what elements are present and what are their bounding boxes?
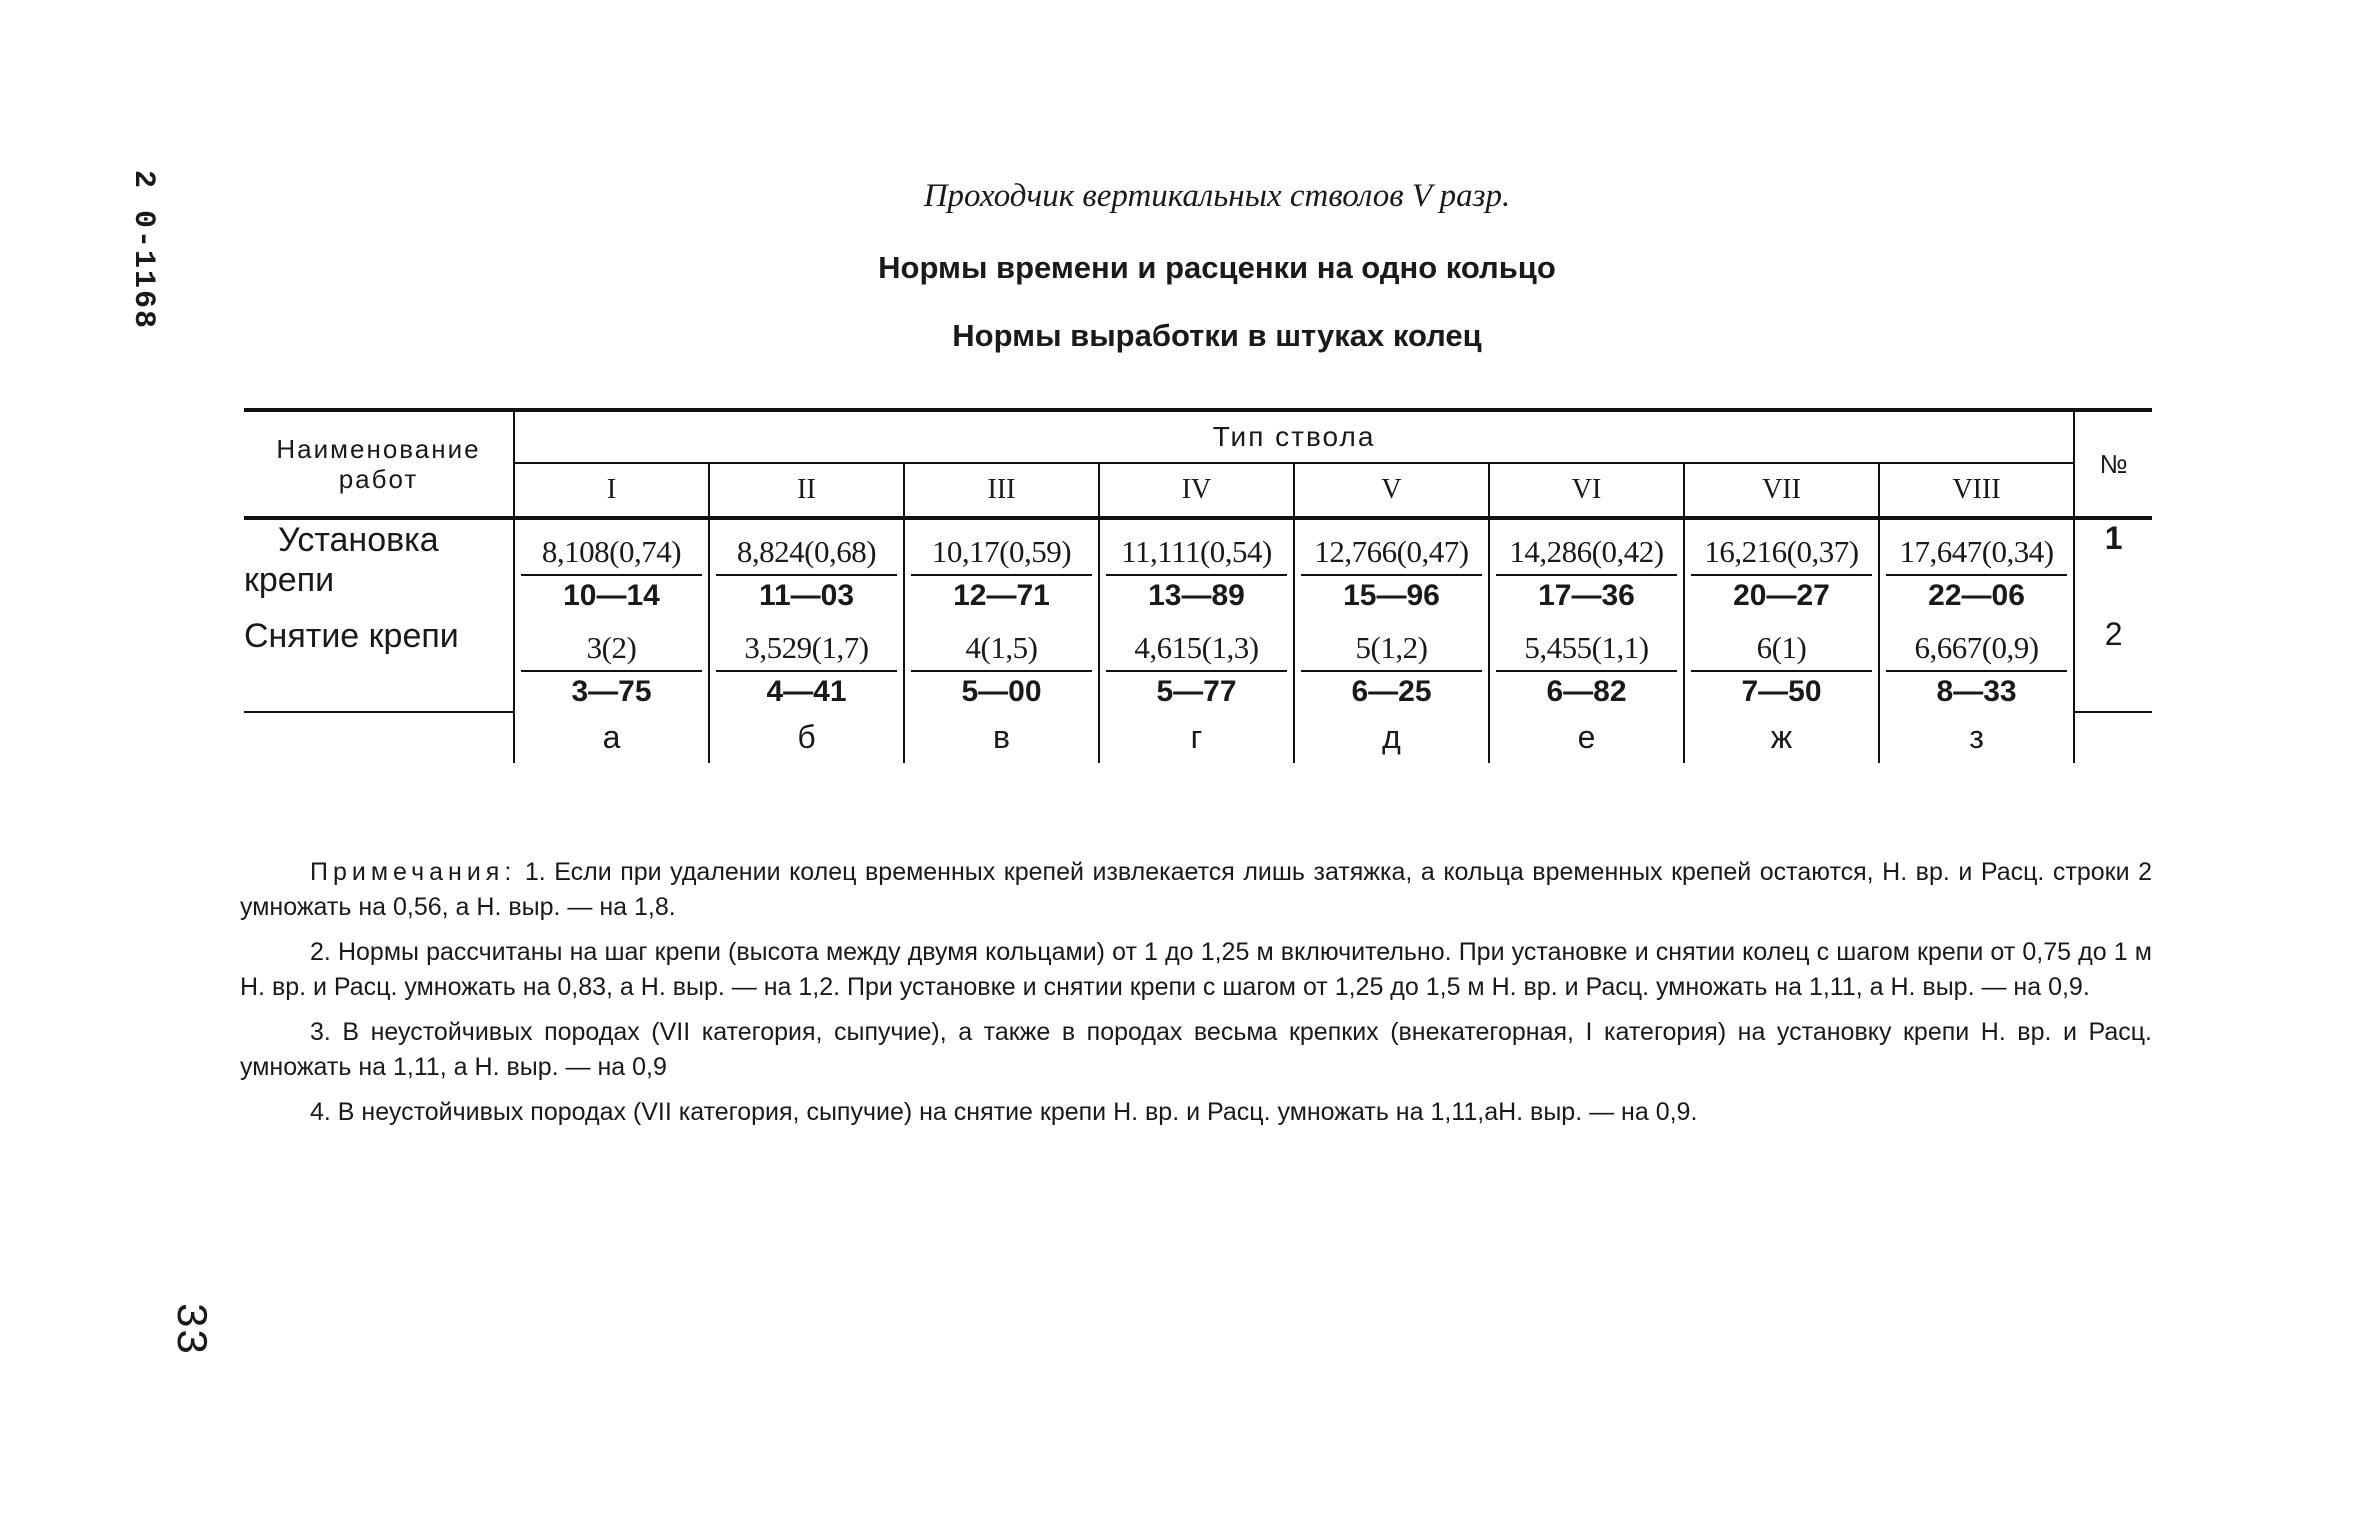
row-number: 1 (2074, 518, 2152, 616)
column-letter: г (1099, 712, 1294, 763)
table-row (244, 518, 2152, 616)
table-cell (1099, 616, 1294, 712)
type-header-viii: VIII (1952, 474, 2001, 505)
rate: 6—25 (1301, 670, 1482, 712)
column-letter: д (1294, 712, 1489, 763)
table-cell (709, 518, 904, 616)
norms-table (244, 408, 2152, 763)
time-norm: 17,647(0,34) (1899, 534, 2054, 569)
time-norm: 14,286(0,42) (1509, 534, 1664, 569)
type-header-v: V (1294, 463, 1489, 518)
time-norm: 5,455(1,1) (1524, 630, 1649, 665)
table-cell (1684, 616, 1879, 712)
time-norm: 6(1) (1756, 630, 1807, 665)
document-code: 2 0-1168 (126, 170, 160, 331)
time-norm: 8,108(0,74) (541, 534, 682, 569)
rate: 13—89 (1106, 574, 1287, 616)
rate: 4—41 (716, 670, 897, 712)
type-header-i: I (514, 463, 709, 518)
note-4: 4. В неустойчивых породах (VII категория, сыпучие) на снятие крепи Н. вр. и Расц. умножать на 1,11,аН. выр. — на 0,9. (310, 1098, 1698, 1126)
shaft-type-header: Тип ствола (514, 410, 2074, 463)
time-norm: 4,615(1,3) (1134, 630, 1259, 665)
page-number: 33 (164, 1302, 214, 1355)
note-text: 1. Если при удалении колец временных крепей извлекается лишь затяжка, а кольца временных крепей остаются, Н. вр. и Расц. строки 2 умножать на 0,56, а Н. выр. — на 1,8. (240, 858, 2152, 921)
note-2: 2. Нормы рассчитаны на шаг крепи (высота между двумя кольцами) от 1 до 1,25 м включительно. При установке и снятии колец с шагом крепи от 0,75 до 1 м Н. вр. и Расц. умножать на 0,83, а Н. выр. — на 1,2. При установке и снятии крепи с шагом от 1,25 до 1,5 м Н. вр. и Расц. умножать на 1,11, а Н. выр. — на 0,9. (240, 938, 2152, 1001)
rate: 8—33 (1886, 670, 2067, 712)
type-header-iii: III (904, 463, 1099, 518)
time-norm: 12,766(0,47) (1314, 534, 1469, 569)
time-norm: 10,17(0,59) (931, 534, 1072, 569)
rate: 10—14 (521, 574, 702, 616)
column-letter: ж (1684, 712, 1879, 763)
time-norm: 4(1,5) (965, 630, 1038, 665)
rate: 5—00 (911, 670, 1092, 712)
rate: 17—36 (1496, 574, 1677, 616)
time-norm: 3(2) (586, 630, 637, 665)
type-header-ii: II (709, 463, 904, 518)
rate: 6—82 (1496, 670, 1677, 712)
table-cell (1489, 518, 1684, 616)
notes-section (240, 855, 2152, 1140)
table-cell (1099, 518, 1294, 616)
work-name-installation (244, 518, 514, 616)
number-column-header: № (2074, 410, 2152, 518)
rate: 7—50 (1691, 670, 1872, 712)
norms-time-heading: Нормы времени и расценки на одно кольцо (878, 250, 1556, 285)
rate: 11—03 (716, 574, 897, 616)
column-letter: з (1879, 712, 2074, 763)
table-cell (1684, 518, 1879, 616)
time-norm: 11,111(0,54) (1121, 534, 1272, 569)
table-row (244, 616, 2152, 712)
work-name-removal: Снятие крепи (244, 616, 514, 712)
time-norm: 3,529(1,7) (744, 630, 869, 665)
notes-lead: Примечания: (310, 858, 517, 886)
profession-title: Проходчик вертикальных стволов V разр. (923, 178, 1511, 214)
row-number: 2 (2074, 616, 2152, 712)
rate: 15—96 (1301, 574, 1482, 616)
work-name-line: Установка (278, 521, 439, 559)
rate: 5—77 (1106, 670, 1287, 712)
column-letter: б (709, 712, 904, 763)
note-1 (240, 855, 2152, 925)
table-cell (1879, 518, 2074, 616)
time-norm: 5(1,2) (1355, 630, 1428, 665)
norms-output-heading: Нормы выработки в штуках колец (952, 318, 1482, 353)
table-cell (904, 616, 1099, 712)
time-norm: 6,667(0,9) (1914, 630, 2039, 665)
column-letter: е (1489, 712, 1684, 763)
rate: 20—27 (1691, 574, 1872, 616)
time-norm: 16,216(0,37) (1704, 534, 1859, 569)
note-3: 3. В неустойчивых породах (VII категория, сыпучие), а также в породах весьма крепких (внекатегорная, I категория) на установку крепи Н. вр. и Расц. умножать на 1,11, а Н. выр. — на 0,9 (240, 1018, 2152, 1081)
table-cell (709, 616, 904, 712)
time-norm: 8,824(0,68) (736, 534, 877, 569)
work-name-line: крепи (244, 561, 335, 599)
table-cell (1489, 616, 1684, 712)
type-header-vii: VII (1684, 463, 1879, 518)
table-cell (904, 518, 1099, 616)
rate: 12—71 (911, 574, 1092, 616)
column-letter-row (244, 712, 2152, 763)
type-header-iv: IV (1099, 463, 1294, 518)
table-cell (1294, 518, 1489, 616)
type-header-vi: VI (1489, 463, 1684, 518)
column-letter: в (904, 712, 1099, 763)
rate: 22—06 (1886, 574, 2067, 616)
work-column-header: Наименование работ (244, 410, 514, 518)
column-letter: а (514, 712, 709, 763)
table-cell (1294, 616, 1489, 712)
table-cell (514, 518, 709, 616)
rate: 3—75 (521, 670, 702, 712)
table-cell (1879, 616, 2074, 712)
table-cell (514, 616, 709, 712)
